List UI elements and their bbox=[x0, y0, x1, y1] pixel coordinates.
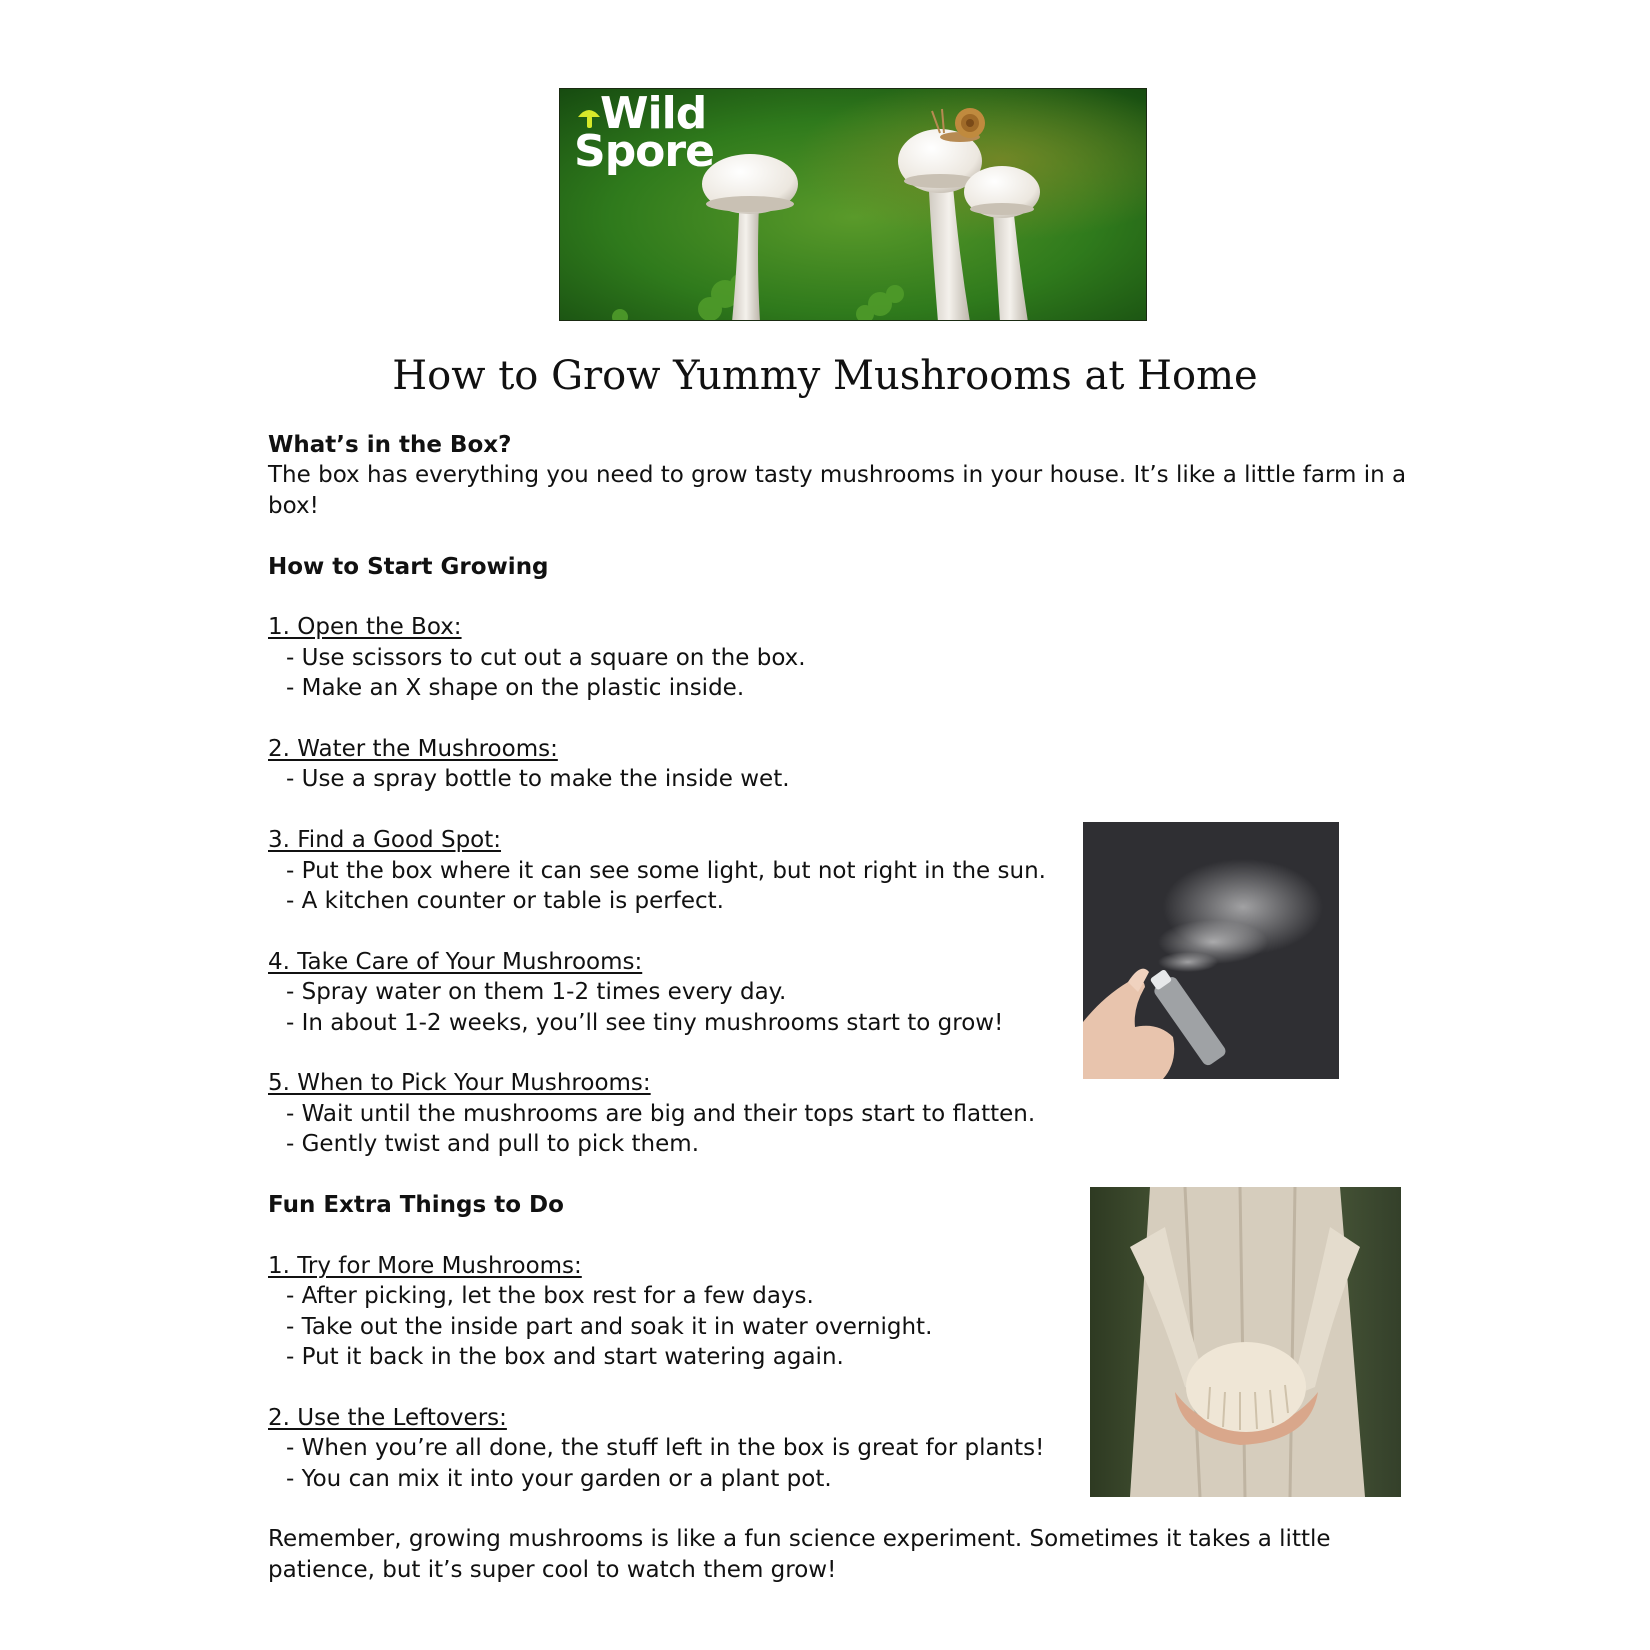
start-heading: How to Start Growing bbox=[268, 553, 549, 580]
step-item: - Make an X shape on the plastic inside. bbox=[286, 675, 745, 702]
spray-bottle-photo bbox=[1083, 822, 1339, 1079]
extra-heading: Fun Extra Things to Do bbox=[268, 1192, 564, 1219]
step-item: - A kitchen counter or table is perfect. bbox=[286, 888, 724, 915]
step-item: - Spray water on them 1-2 times every day. bbox=[286, 979, 787, 1006]
step-item: - In about 1-2 weeks, you’ll see tiny mushrooms start to grow! bbox=[286, 1009, 1004, 1036]
step-item: - After picking, let the box rest for a few days. bbox=[286, 1283, 814, 1310]
extra-step-title: 2. Use the Leftovers: bbox=[268, 1404, 507, 1431]
start-step-title: 4. Take Care of Your Mushrooms: bbox=[268, 948, 643, 975]
start-step-title: 5. When to Pick Your Mushrooms: bbox=[268, 1070, 651, 1097]
step-item: - Gently twist and pull to pick them. bbox=[286, 1131, 700, 1158]
brand-logo bbox=[574, 88, 714, 177]
step-item: - Wait until the mushrooms are big and their tops start to flatten. bbox=[286, 1100, 1036, 1127]
logo-line1: Wild bbox=[600, 88, 707, 139]
logo-line2: Spore bbox=[574, 126, 714, 177]
step-item: - Use scissors to cut out a square on the box. bbox=[286, 644, 806, 671]
banner-image bbox=[559, 88, 1147, 321]
extra-step-title: 1. Try for More Mushrooms: bbox=[268, 1252, 582, 1279]
box-heading: What’s in the Box? bbox=[268, 432, 512, 458]
step-item: - Use a spray bottle to make the inside wet. bbox=[286, 766, 790, 793]
step-item: - Take out the inside part and soak it in water overnight. bbox=[286, 1313, 933, 1340]
start-step-title: 2. Water the Mushrooms: bbox=[268, 736, 558, 763]
step-item: - Put the box where it can see some light, but not right in the sun. bbox=[286, 857, 1046, 884]
step-item: - You can mix it into your garden or a plant pot. bbox=[286, 1465, 832, 1492]
hands-mushroom-photo bbox=[1090, 1187, 1401, 1497]
closing-text: Remember, growing mushrooms is like a fun science experiment. Sometimes it takes a little patience, but it’s super cool to watch them grow! bbox=[268, 1526, 1331, 1583]
box-text: The box has everything you need to grow tasty mushrooms in your house. It’s like a little farm in a box! bbox=[268, 462, 1407, 519]
step-item: - When you’re all done, the stuff left in the box is great for plants! bbox=[286, 1435, 1045, 1462]
start-step-title: 1. Open the Box: bbox=[268, 614, 462, 641]
start-step-title: 3. Find a Good Spot: bbox=[268, 827, 502, 854]
step-item: - Put it back in the box and start watering again. bbox=[286, 1344, 844, 1371]
page-title: How to Grow Yummy Mushrooms at Home bbox=[392, 353, 1258, 399]
